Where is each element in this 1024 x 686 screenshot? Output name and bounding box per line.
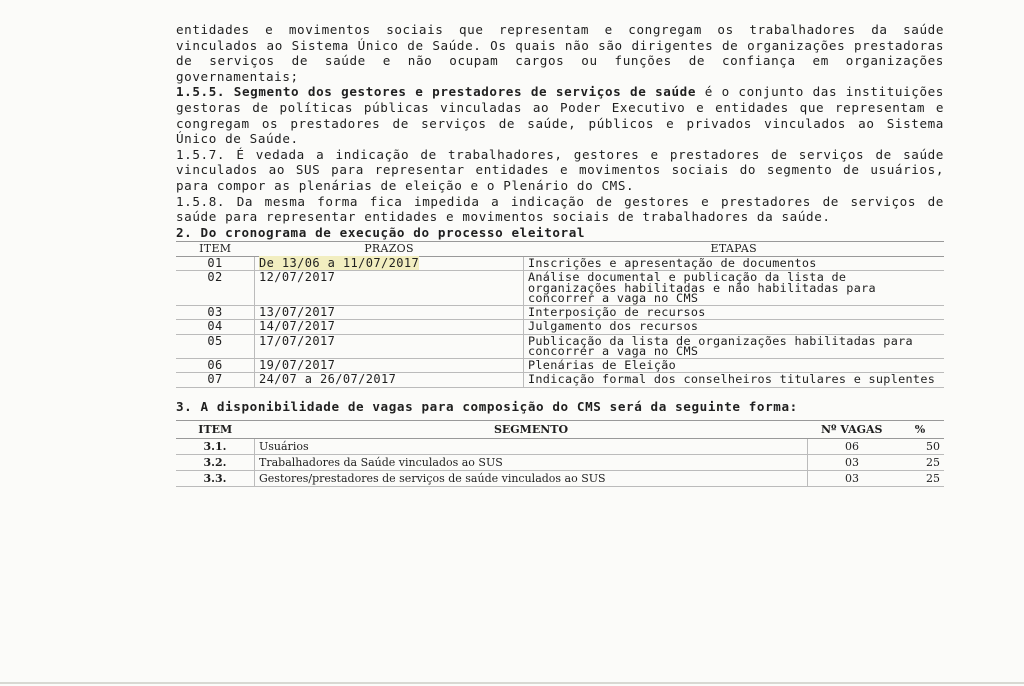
- row-item: 06: [176, 358, 255, 373]
- table-row: [176, 471, 944, 487]
- row-pct: 25: [896, 455, 944, 471]
- row-segmento: Gestores/prestadores de serviços de saúde vinculados ao SUS: [255, 471, 808, 487]
- row-item: 01: [176, 256, 255, 271]
- row-etapa: Indicação formal dos conselheiros titulares e suplentes: [524, 373, 945, 388]
- vagas-table: [176, 420, 944, 487]
- col-prazos: PRAZOS: [255, 242, 524, 257]
- document-page: [176, 22, 944, 487]
- row-prazo: 24/07 a 26/07/2017: [255, 373, 524, 388]
- col-etapas: ETAPAS: [524, 242, 945, 257]
- paragraph-trabalhadores: entidades e movimentos sociais que representam e congregam os trabalhadores da saúde vinculados ao Sistema Único de Saúde. Os quais não são dirigentes de organizações prestadoras de serviços de saúde e não ocupam cargos ou funções de confiança em organizações governamentais;: [176, 22, 944, 84]
- row-num: 06: [808, 439, 897, 455]
- table-row: [176, 358, 944, 373]
- section-3-text: 3. A disponibilidade de vagas para composição do CMS será da seguinte forma:: [176, 398, 798, 414]
- row-etapa: Inscrições e apresentação de documentos: [524, 256, 945, 271]
- row-num: 03: [808, 471, 897, 487]
- row-prazo: 13/07/2017: [255, 305, 524, 320]
- row-prazo: 17/07/2017: [255, 334, 524, 358]
- row-prazo: 12/07/2017: [255, 271, 524, 306]
- paragraph-1-5-5-body: é o conjunto das instituições gestoras de políticas públicas vinculadas ao Poder Executivo e entidades que representam e congregam os prestadores de serviços de saúde, públicos e privados vinculados ao Sistema Único de Saúde.: [176, 84, 944, 147]
- table-row: [176, 439, 944, 455]
- paragraph-1-5-5-heading: 1.5.5. Segmento dos gestores e prestadores de serviços de saúde: [176, 84, 697, 100]
- cronograma-table: [176, 241, 944, 388]
- row-etapa: Análise documental e publicação da lista de organizações habilitadas e não habilitadas para concorrer a vaga no CMS: [524, 271, 945, 306]
- row-pct: 25: [896, 471, 944, 487]
- col-percent: %: [896, 421, 944, 439]
- row-pct: 50: [896, 439, 944, 455]
- col-segmento: SEGMENTO: [255, 421, 808, 439]
- row-item: 07: [176, 373, 255, 388]
- paragraph-1-5-7: 1.5.7. É vedada a indicação de trabalhadores, gestores e prestadores de serviços de saúde vinculados ao SUS para representar entidades e movimentos sociais do segmento de usuários, para compor as plenárias de eleição e o Plenário do CMS.: [176, 146, 944, 193]
- row-etapa: Plenárias de Eleição: [524, 358, 945, 373]
- highlighted-prazo: De 13/06 a 11/07/2017: [259, 255, 420, 270]
- row-prazo: 19/07/2017: [255, 358, 524, 373]
- row-etapa: Publicação da lista de organizações habilitadas para concorrer a vaga no CMS: [524, 334, 945, 358]
- section-2-heading: 2. Do cronograma de execução do processo eleitoral: [176, 224, 586, 240]
- scan-edge-line: [0, 682, 1024, 684]
- paragraph-1-5-5: [176, 84, 944, 146]
- row-etapa: Julgamento dos recursos: [524, 320, 945, 335]
- row-prazo: [255, 256, 524, 271]
- row-item: 05: [176, 334, 255, 358]
- row-num: 03: [808, 455, 897, 471]
- row-item: 03: [176, 305, 255, 320]
- col-item: ITEM: [176, 242, 255, 257]
- col-num-vagas: Nº VAGAS: [808, 421, 897, 439]
- paragraph-1-5-8: 1.5.8. Da mesma forma fica impedida a indicação de gestores e prestadores de serviços de saúde para representar entidades e movimentos sociais de trabalhadores da saúde.: [176, 193, 944, 225]
- table-row: [176, 373, 944, 388]
- vagas-header-row: [176, 421, 944, 439]
- row-segmento: Usuários: [255, 439, 808, 455]
- col-item: ITEM: [176, 421, 255, 439]
- row-etapa: Interposição de recursos: [524, 305, 945, 320]
- table-row: [176, 271, 944, 306]
- row-item: 3.3.: [176, 471, 255, 487]
- row-segmento: Trabalhadores da Saúde vinculados ao SUS: [255, 455, 808, 471]
- row-item: 04: [176, 320, 255, 335]
- row-item: 3.1.: [176, 439, 255, 455]
- table-row: [176, 334, 944, 358]
- row-prazo: 14/07/2017: [255, 320, 524, 335]
- table-row: [176, 320, 944, 335]
- cronograma-header-row: [176, 242, 944, 257]
- table-row: [176, 305, 944, 320]
- row-item: 3.2.: [176, 455, 255, 471]
- table-row: [176, 455, 944, 471]
- table-row: [176, 256, 944, 271]
- row-item: 02: [176, 271, 255, 306]
- section-3-heading: [176, 399, 944, 415]
